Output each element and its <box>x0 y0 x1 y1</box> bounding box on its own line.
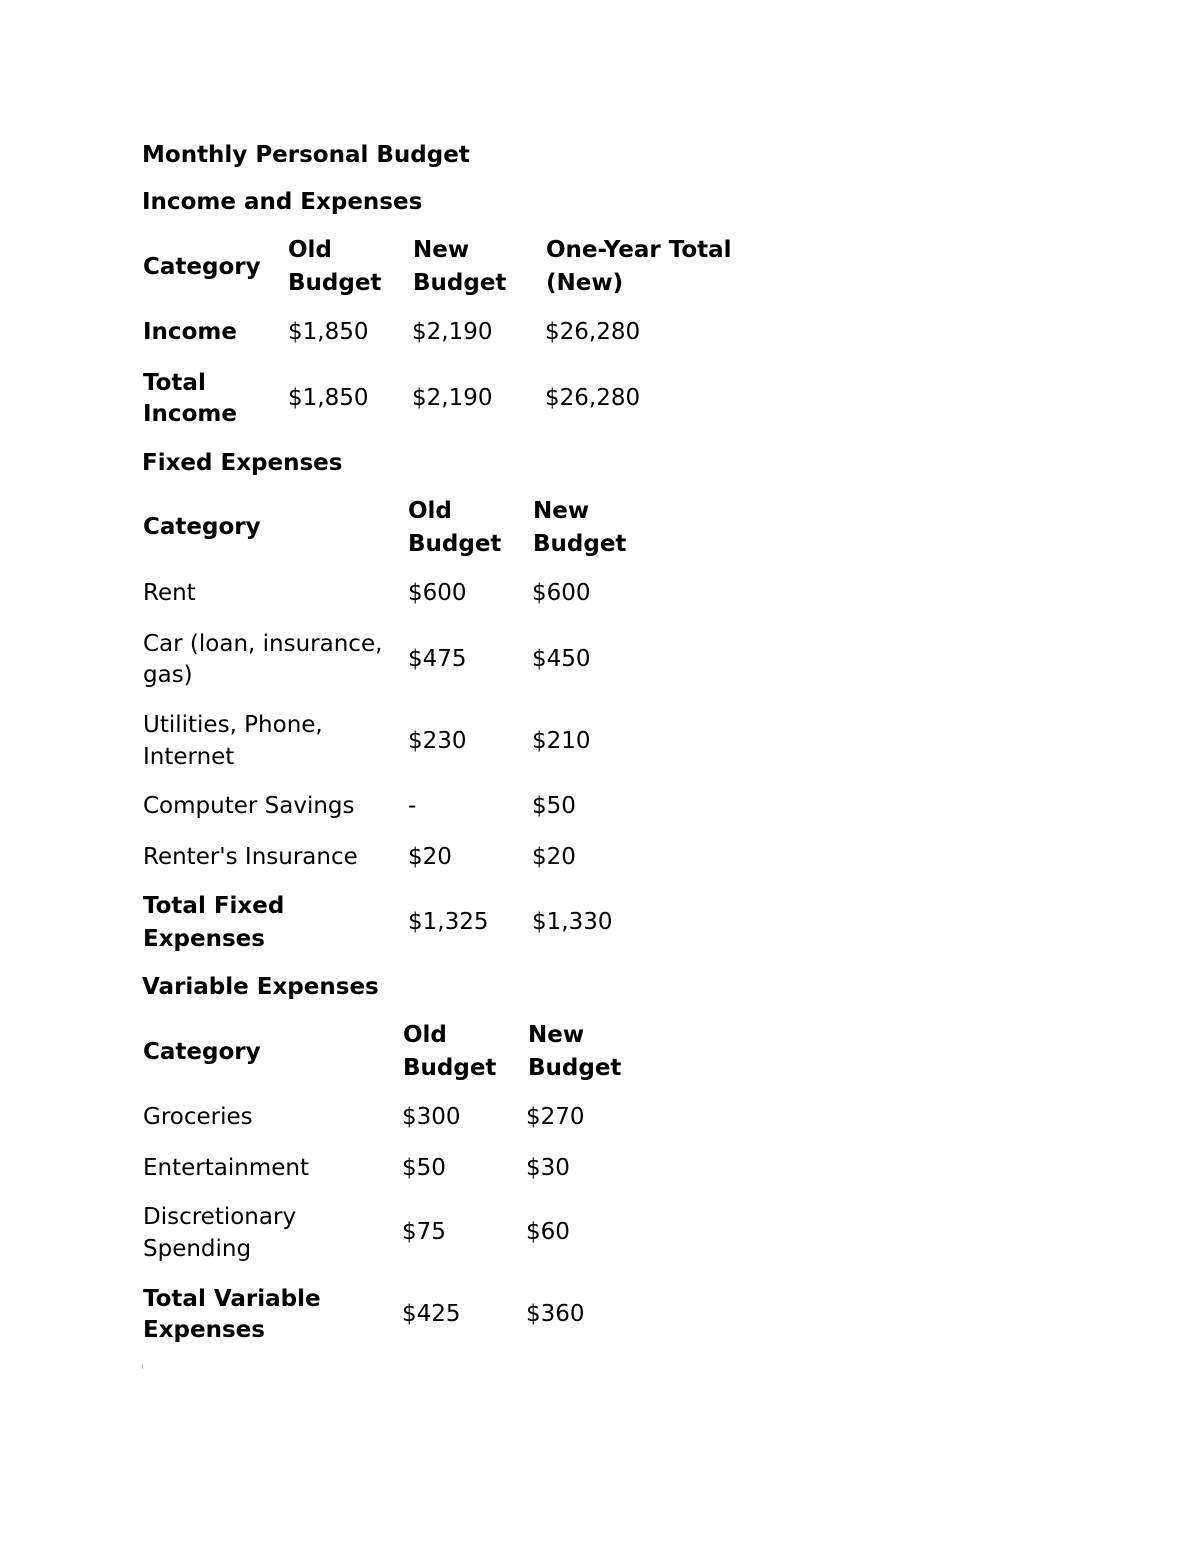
fixed-row-rent-new: $600 <box>532 580 591 606</box>
fixed-row-utilities-new: $210 <box>532 728 591 754</box>
fixed-row-computer-new: $50 <box>532 793 576 819</box>
variable-total-old: $425 <box>402 1301 461 1327</box>
fixed-row-car-category-line1: Car (loan, insurance, <box>143 631 383 657</box>
variable-header-new-line2: Budget <box>528 1055 622 1081</box>
income-total-year: $26,280 <box>545 385 641 411</box>
variable-section-heading: Variable Expenses <box>142 974 379 1000</box>
fixed-row-rent-category: Rent <box>143 580 196 606</box>
fixed-row-utilities-category-line1: Utilities, Phone, <box>143 712 323 738</box>
fixed-row-renters-new: $20 <box>532 844 576 870</box>
variable-total-new: $360 <box>526 1301 585 1327</box>
variable-row-discretionary-category-line2: Spending <box>143 1236 252 1262</box>
income-header-old-line1: Old <box>288 237 332 263</box>
income-row-year: $26,280 <box>545 319 641 345</box>
fixed-header-new-line1: New <box>533 498 590 524</box>
fixed-row-computer-category: Computer Savings <box>143 793 355 819</box>
document-title: Monthly Personal Budget <box>142 142 470 168</box>
variable-row-groceries-category: Groceries <box>143 1104 253 1130</box>
income-total-label-line1: Total <box>143 370 206 396</box>
income-header-new-line2: Budget <box>413 270 507 296</box>
variable-header-new-line1: New <box>528 1022 585 1048</box>
fixed-section-heading: Fixed Expenses <box>142 450 343 476</box>
income-row-new: $2,190 <box>412 319 493 345</box>
income-row-category: Income <box>143 319 237 345</box>
fixed-header-category: Category <box>143 514 261 540</box>
variable-header-old-line1: Old <box>403 1022 447 1048</box>
income-header-year-line2: (New) <box>546 270 624 296</box>
variable-header-category: Category <box>143 1039 261 1065</box>
fixed-header-new-line2: Budget <box>533 531 627 557</box>
income-total-new: $2,190 <box>412 385 493 411</box>
fixed-row-computer-old: - <box>408 793 417 819</box>
variable-row-entertainment-old: $50 <box>402 1155 446 1181</box>
variable-row-entertainment-new: $30 <box>526 1155 570 1181</box>
fixed-row-car-category-line2: gas) <box>143 662 193 688</box>
income-header-new-line1: New <box>413 237 470 263</box>
variable-header-old-line2: Budget <box>403 1055 497 1081</box>
variable-row-discretionary-new: $60 <box>526 1219 570 1245</box>
fixed-total-new: $1,330 <box>532 909 613 935</box>
fixed-row-car-old: $475 <box>408 646 467 672</box>
fixed-total-label-line2: Expenses <box>143 926 265 952</box>
fixed-header-old-line1: Old <box>408 498 452 524</box>
fixed-total-old: $1,325 <box>408 909 489 935</box>
income-header-year-line1: One-Year Total <box>546 237 732 263</box>
income-section-heading: Income and Expenses <box>142 189 423 215</box>
variable-row-entertainment-category: Entertainment <box>143 1155 309 1181</box>
income-header-category: Category <box>143 254 261 280</box>
fixed-row-renters-old: $20 <box>408 844 452 870</box>
variable-row-groceries-old: $300 <box>402 1104 461 1130</box>
income-total-old: $1,850 <box>288 385 369 411</box>
fixed-row-renters-category: Renter's Insurance <box>143 844 358 870</box>
variable-row-groceries-new: $270 <box>526 1104 585 1130</box>
variable-total-label-line1: Total Variable <box>143 1286 321 1312</box>
paragraph-mark <box>142 1364 143 1369</box>
variable-total-label-line2: Expenses <box>143 1317 265 1343</box>
fixed-header-old-line2: Budget <box>408 531 502 557</box>
income-total-label-line2: Income <box>143 401 237 427</box>
fixed-row-car-new: $450 <box>532 646 591 672</box>
fixed-row-rent-old: $600 <box>408 580 467 606</box>
income-header-old-line2: Budget <box>288 270 382 296</box>
variable-row-discretionary-old: $75 <box>402 1219 446 1245</box>
variable-row-discretionary-category-line1: Discretionary <box>143 1204 297 1230</box>
income-row-old: $1,850 <box>288 319 369 345</box>
fixed-row-utilities-category-line2: Internet <box>143 744 235 770</box>
fixed-total-label-line1: Total Fixed <box>143 893 285 919</box>
fixed-row-utilities-old: $230 <box>408 728 467 754</box>
